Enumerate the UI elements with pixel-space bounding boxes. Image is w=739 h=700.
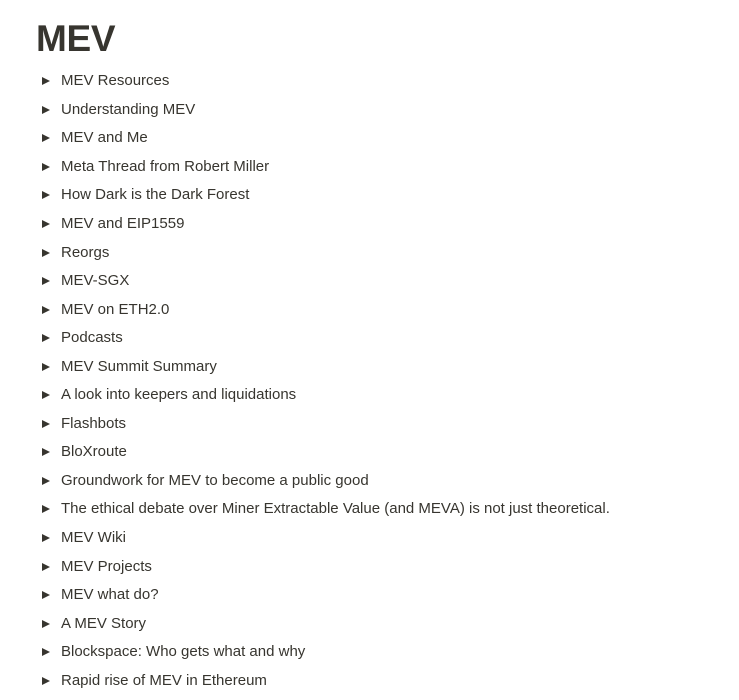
toggle-block[interactable] (36, 267, 610, 296)
toggle-label: MEV on ETH2.0 (61, 300, 170, 318)
triangle-right-icon[interactable] (42, 505, 50, 513)
triangle-right-icon[interactable] (42, 191, 50, 199)
triangle-right-icon[interactable] (42, 648, 50, 656)
toggle-label: The ethical debate over Miner Extractable Value (and MEVA) is not just theoretical. (61, 500, 610, 518)
page-title[interactable]: MEV (36, 18, 116, 59)
toggle-block[interactable] (36, 438, 610, 467)
toggle-label: MEV Projects (61, 557, 152, 575)
toggle-label: How Dark is the Dark Forest (61, 186, 250, 204)
toggle-block[interactable] (36, 352, 610, 381)
toggle-block[interactable] (36, 96, 610, 125)
toggle-block[interactable] (36, 410, 610, 439)
toggle-block[interactable] (36, 638, 610, 667)
toggle-block[interactable] (36, 124, 610, 153)
triangle-right-icon[interactable] (42, 277, 50, 285)
toggle-block[interactable] (36, 581, 610, 610)
triangle-right-icon[interactable] (42, 249, 50, 257)
toggle-label: MEV and EIP1559 (61, 215, 185, 232)
triangle-right-icon[interactable] (42, 591, 50, 599)
toggle-block[interactable] (36, 666, 610, 695)
triangle-right-icon[interactable] (42, 534, 50, 542)
triangle-right-icon[interactable] (42, 563, 50, 571)
triangle-right-icon[interactable] (42, 306, 50, 314)
triangle-right-icon[interactable] (42, 334, 50, 342)
toggle-label: A MEV Story (61, 614, 147, 632)
toggle-list (36, 67, 610, 695)
toggle-block[interactable] (36, 495, 610, 524)
toggle-label: MEV Wiki (61, 529, 126, 547)
toggle-label: Reorgs (61, 243, 110, 261)
toggle-block[interactable] (36, 67, 610, 96)
toggle-label: Meta Thread from Robert Miller (61, 157, 270, 175)
triangle-right-icon[interactable] (42, 677, 50, 685)
toggle-block[interactable] (36, 524, 610, 553)
toggle-label: Flashbots (61, 414, 127, 432)
triangle-right-icon[interactable] (42, 363, 50, 371)
toggle-label: MEV what do? (61, 586, 159, 604)
triangle-right-icon[interactable] (42, 77, 50, 85)
toggle-block[interactable] (36, 467, 610, 496)
toggle-label: A look into keepers and liquidations (61, 386, 297, 404)
toggle-block[interactable] (36, 210, 610, 239)
toggle-label: MEV Summit Summary (61, 357, 217, 375)
toggle-label: MEV Resources (61, 72, 170, 90)
toggle-block[interactable] (36, 324, 610, 353)
triangle-right-icon[interactable] (42, 391, 50, 399)
triangle-right-icon[interactable] (42, 420, 50, 428)
triangle-right-icon[interactable] (42, 134, 50, 142)
toggle-block[interactable] (36, 381, 610, 410)
toggle-label: Understanding MEV (61, 100, 196, 118)
toggle-label: BloXroute (61, 443, 127, 461)
triangle-right-icon[interactable] (42, 163, 50, 171)
triangle-right-icon[interactable] (42, 106, 50, 114)
toggle-label: MEV-SGX (61, 272, 130, 290)
toggle-block[interactable] (36, 609, 610, 638)
triangle-right-icon[interactable] (42, 620, 50, 628)
toggle-block[interactable] (36, 552, 610, 581)
toggle-label: Groundwork for MEV to become a public good (61, 471, 369, 489)
toggle-label: MEV and Me (61, 129, 148, 147)
toggle-block[interactable] (36, 181, 610, 210)
toggle-label: Blockspace: Who gets what and why (61, 643, 306, 661)
triangle-right-icon[interactable] (42, 448, 50, 456)
triangle-right-icon[interactable] (42, 220, 50, 228)
toggle-label: Podcasts (61, 329, 123, 347)
toggle-label: Rapid rise of MEV in Ethereum (61, 671, 267, 689)
triangle-right-icon[interactable] (42, 477, 50, 485)
toggle-block[interactable] (36, 238, 610, 267)
toggle-block[interactable] (36, 153, 610, 182)
notion-page (36, 0, 739, 689)
toggle-block[interactable] (36, 295, 610, 324)
